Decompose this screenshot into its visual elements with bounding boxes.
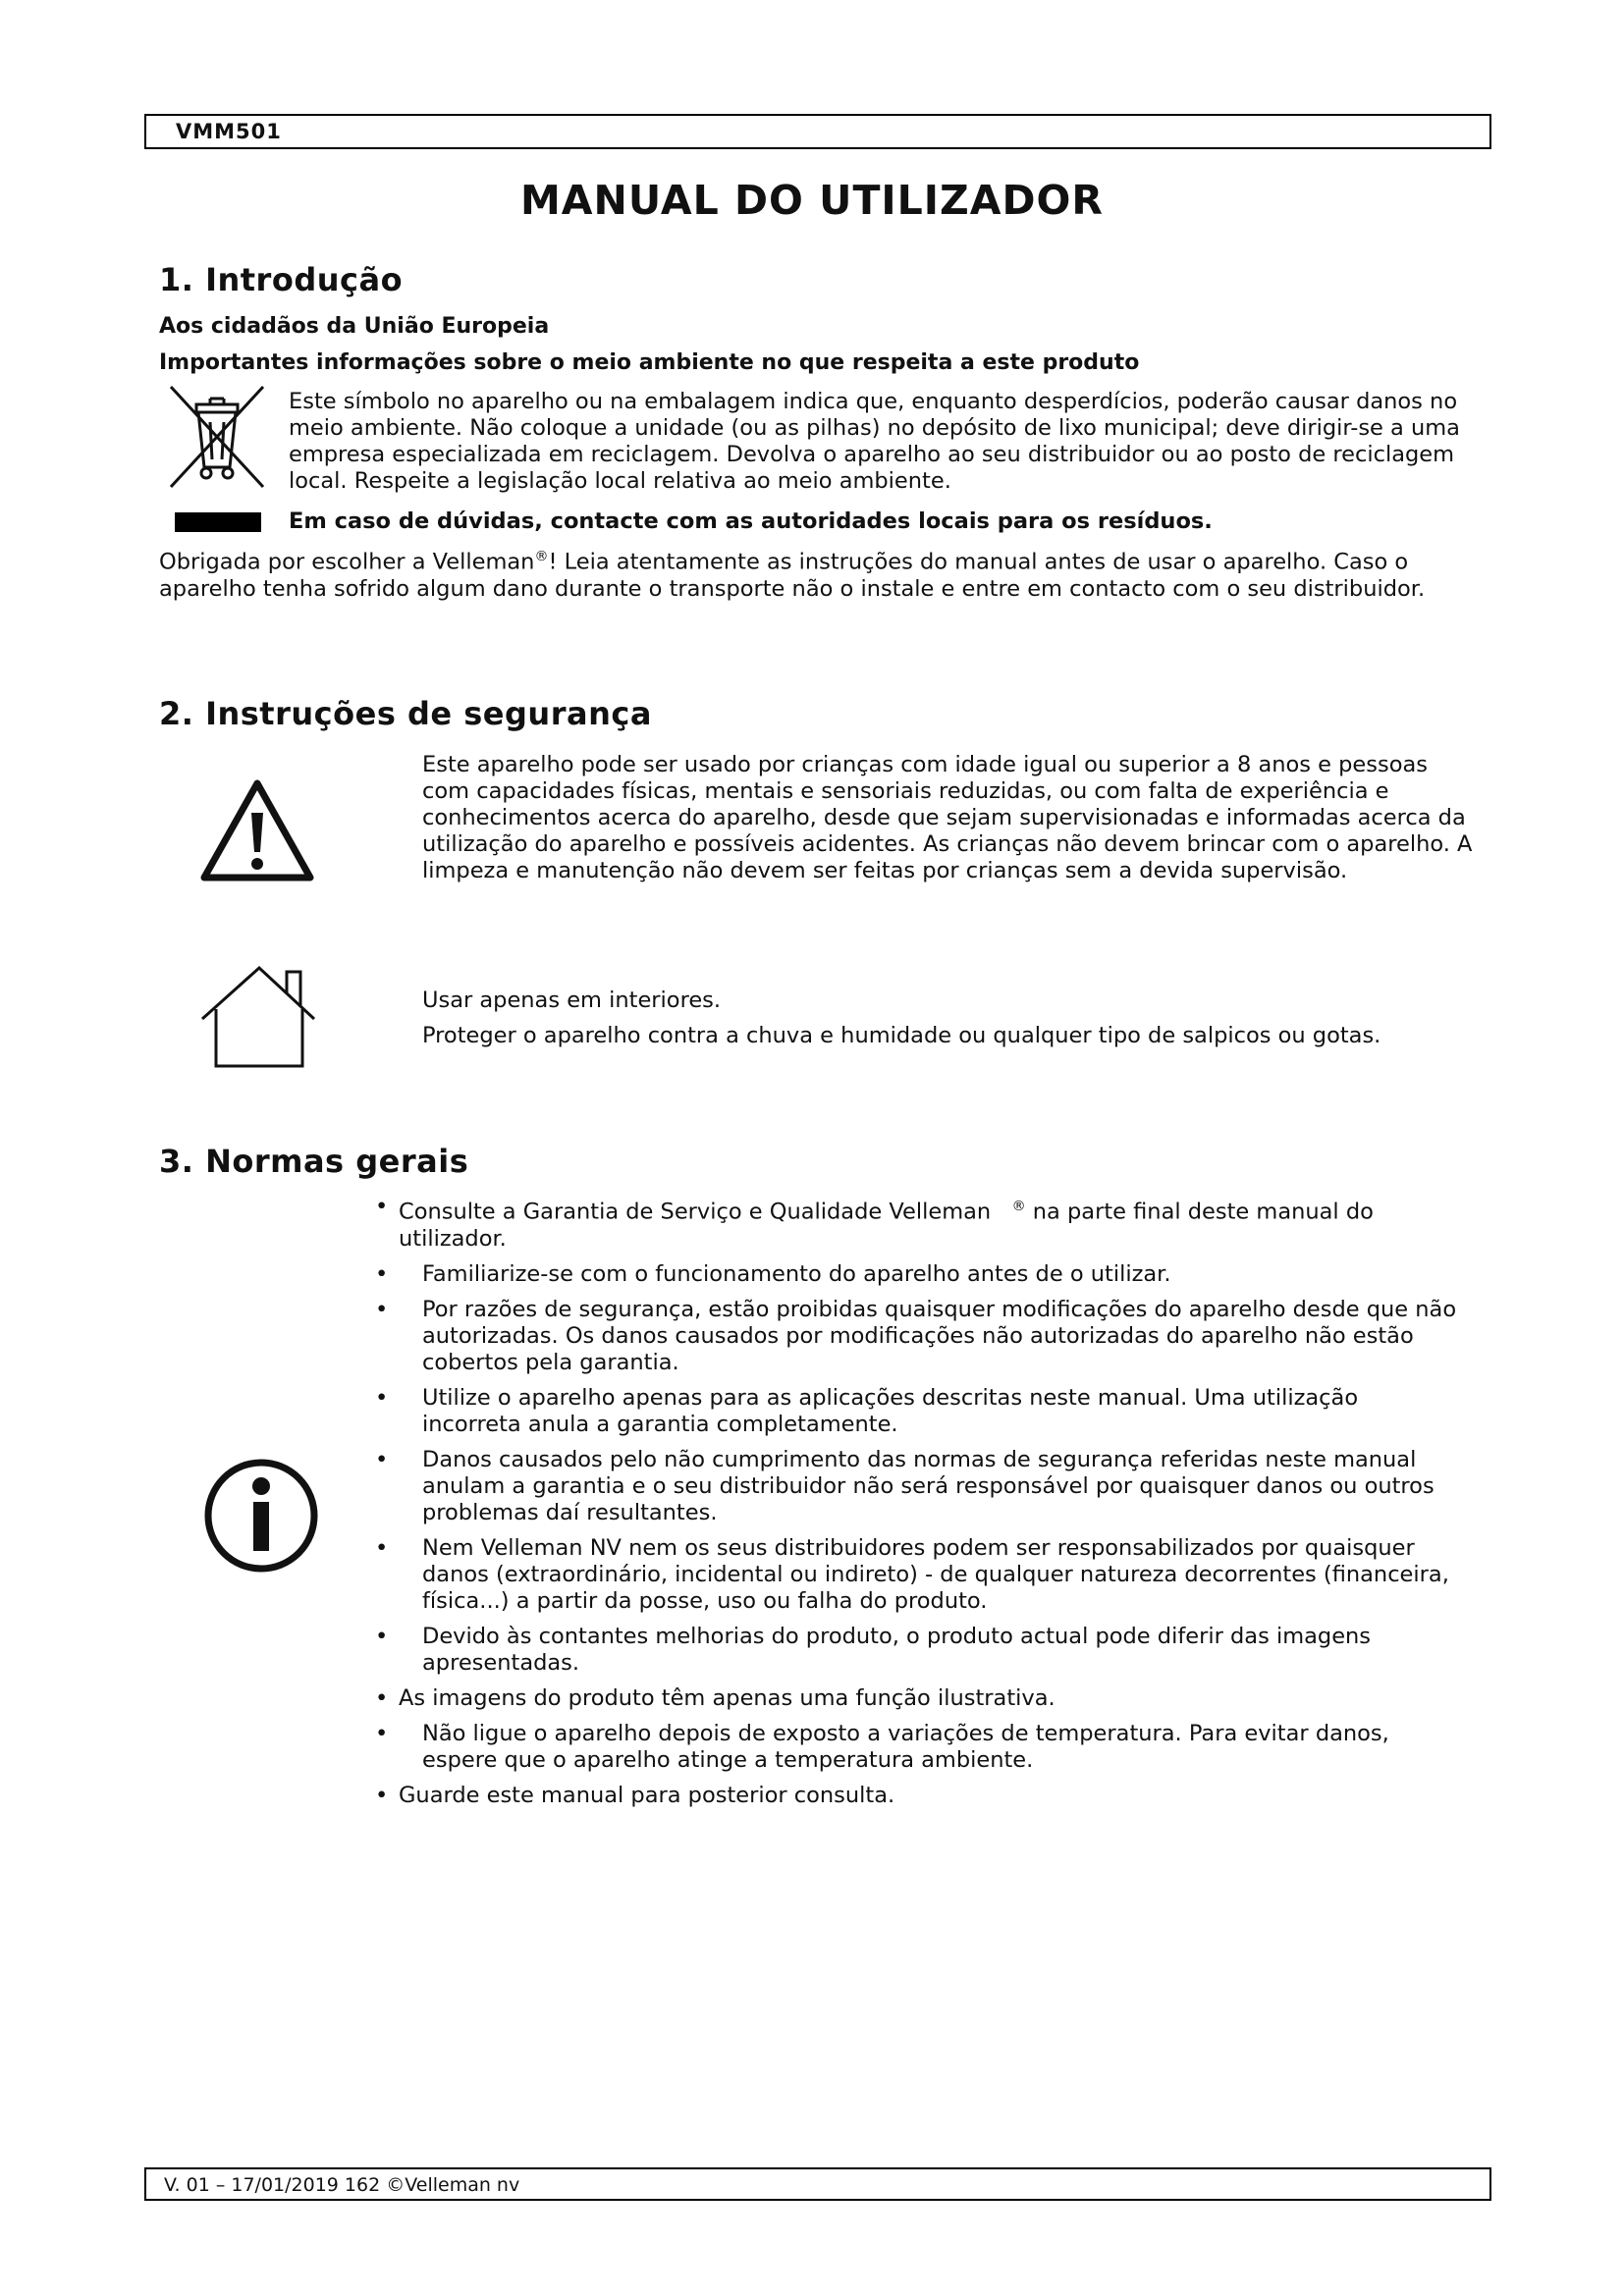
bullet-text: Utilize o aparelho apenas para as aplicações descritas neste manual. Uma utilização incorreta anula a garantia completamente. xyxy=(422,1384,1359,1437)
bullet: • xyxy=(375,1623,389,1649)
list-item xyxy=(371,1721,1461,1774)
thanks-text-1: Obrigada por escolher a Velleman xyxy=(159,549,535,575)
warning-triangle-icon xyxy=(198,777,316,883)
bullet: • xyxy=(375,1684,389,1711)
list-item xyxy=(371,1624,1461,1677)
registered-mark: ® xyxy=(1011,1199,1026,1214)
bullet-text: Familiarize-se com o funcionamento do aparelho antes de o utilizar. xyxy=(422,1260,1171,1287)
list-item xyxy=(371,1297,1461,1376)
bullet-text: Guarde este manual para posterior consulta. xyxy=(399,1782,895,1808)
section-2-heading: 2. Instruções de segurança xyxy=(159,695,652,732)
list-item xyxy=(371,1385,1461,1438)
protection-text: Proteger o aparelho contra a chuva e humidade ou qualquer tipo de salpicos ou gotas. xyxy=(422,1023,1381,1048)
list-item xyxy=(371,1685,1461,1712)
warning-text: Este aparelho pode ser usado por crianças com idade igual ou superior a 8 anos e pessoas com capacidades físicas, mentais e sensoriais reduzidas, ou com falta de experiência e conhecimentos acerca do aparelho, desde que sejam supervisionadas e informadas acerca da utilização do aparelho e possíveis acidentes. As crianças não devem brincar com o aparelho. A limpeza e manutenção não devem ser feitas por crianças sem a devida supervisão. xyxy=(422,752,1473,883)
info-icon xyxy=(202,1457,320,1575)
registered-mark: ® xyxy=(534,549,549,564)
bullet-text: Nem Velleman NV nem os seus distribuidores podem ser responsabilizados por quaisquer danos (extraordinário, incidental ou indireto) - de qualquer natureza decorrentes (financeira, física...) a partir da posse, uso ou falha do produto. xyxy=(422,1534,1449,1614)
bullet: • xyxy=(375,1446,389,1472)
bullet-text: Não ligue o aparelho depois de exposto a variações de temperatura. Para evitar danos, espere que o aparelho atinge a temperatura ambiente. xyxy=(422,1720,1389,1773)
bullet: • xyxy=(375,1720,389,1746)
list-item xyxy=(371,1535,1461,1615)
list-item xyxy=(371,1783,1461,1809)
bullet-text: As imagens do produto têm apenas uma função ilustrativa. xyxy=(399,1684,1056,1711)
section-1-heading: 1. Introdução xyxy=(159,261,404,298)
bullet: • xyxy=(375,1782,389,1808)
doubts-text: Em caso de dúvidas, contacte com as autoridades locais para os resíduos. xyxy=(289,508,1213,534)
list-item xyxy=(371,1194,1461,1253)
bullet: • xyxy=(375,1384,389,1411)
bullet: • xyxy=(375,1194,389,1219)
general-rules-list xyxy=(371,1194,1461,1818)
bullet: • xyxy=(375,1260,389,1287)
weee-bin-icon xyxy=(163,383,271,493)
weee-text: Este símbolo no aparelho ou na embalagem indica que, enquanto desperdícios, poderão causar danos no meio ambiente. Não coloque a unidade (ou as pilhas) no depósito de lixo municipal; deve dirigir-se a uma empresa especializada em reciclagem. Devolva o aparelho ao seu distribuidor ou ao posto de reciclagem local. Respeite a legislação local relativa ao meio ambiente. xyxy=(289,389,1460,494)
list-item xyxy=(371,1447,1461,1526)
thanks-text-2: ! Leia atentamente as instruções do manual antes de usar o aparelho. Caso o aparelho tenha sofrido algum dano durante o transporte não o instale e entre em contacto com o seu distribuidor. xyxy=(159,549,1426,602)
environment-heading: Importantes informações sobre o meio ambiente no que respeita a este produto xyxy=(159,350,1140,375)
indoor-house-icon xyxy=(198,964,322,1070)
thanks-paragraph xyxy=(159,544,1475,603)
indoor-use-text: Usar apenas em interiores. xyxy=(422,988,722,1013)
bullet-text: Consulte a Garantia de Serviço e Qualidade Velleman xyxy=(399,1199,992,1225)
model-number: VMM501 xyxy=(176,120,282,143)
footer-text: V. 01 – 17/01/2019 162 ©Velleman nv xyxy=(164,2174,520,2196)
footer-box xyxy=(144,2167,1491,2201)
section-3-heading: 3. Normas gerais xyxy=(159,1143,469,1180)
bullet: • xyxy=(375,1534,389,1561)
bullet-text: Devido às contantes melhorias do produto, o produto actual pode diferir das imagens apresentadas. xyxy=(422,1623,1372,1676)
header-box xyxy=(144,114,1491,149)
eu-citizens-heading: Aos cidadãos da União Europeia xyxy=(159,314,550,339)
bullet-text: na parte final deste manual do utilizador. xyxy=(399,1199,1374,1252)
bullet: • xyxy=(375,1296,389,1322)
bullet-text: Por razões de segurança, estão proibidas quaisquer modificações do aparelho desde que não autorizadas. Os danos causados por modificações não autorizadas do aparelho não estão cobertos pela garantia. xyxy=(422,1296,1457,1375)
page-title: MANUAL DO UTILIZADOR xyxy=(520,177,1104,224)
weee-black-bar xyxy=(175,512,261,532)
bullet-text: Danos causados pelo não cumprimento das normas de segurança referidas neste manual anulam a garantia e o seu distribuidor não será responsável por quaisquer danos ou outros problemas daí resultantes. xyxy=(422,1446,1435,1525)
list-item xyxy=(371,1261,1461,1288)
